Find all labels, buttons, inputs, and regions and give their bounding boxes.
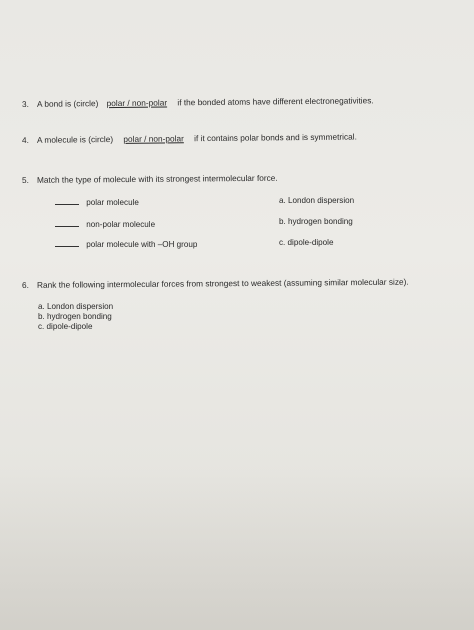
rank-option: c. dipole-dipole — [38, 322, 93, 331]
match-item: polar molecule — [55, 197, 139, 208]
question-4 — [22, 131, 357, 145]
rank-option: a. London dispersion — [38, 302, 114, 311]
match-item: non-polar molecule — [55, 219, 155, 230]
question-6-prompt: 6. Rank the following intermolecular forces from strongest to weakest (assuming similar molecular size). — [21, 276, 409, 290]
question-4-suffix: if it contains polar bonds and is symmetrical. — [194, 131, 357, 144]
answer-blank — [55, 219, 79, 227]
question-4-prefix: A molecule is (circle) — [36, 134, 114, 145]
paper-shading — [0, 460, 474, 630]
question-5-prompt: 5. Match the type of molecule with its strongest intermolecular force. — [21, 172, 278, 185]
answer-blank — [55, 239, 79, 247]
question-6-options — [38, 302, 113, 332]
question-3-choices: polar / non-polar — [106, 97, 168, 109]
question-4-choices: polar / non-polar — [123, 133, 184, 144]
rank-option: b. hydrogen bonding — [38, 312, 112, 321]
question-3 — [22, 95, 374, 109]
match-option: a. London dispersion — [279, 196, 355, 205]
match-option: b. hydrogen bonding — [279, 217, 353, 226]
match-option: c. dipole-dipole — [279, 238, 334, 247]
question-number: 5. — [21, 174, 29, 185]
question-3-prefix: A bond is (circle) — [36, 98, 99, 109]
question-number: 6. — [21, 279, 29, 290]
answer-blank — [55, 197, 79, 205]
match-item: polar molecule with –OH group — [55, 239, 197, 250]
question-number: 4. — [21, 134, 29, 145]
question-number: 3. — [21, 98, 29, 109]
question-3-suffix: if the bonded atoms have different electronegativities. — [177, 95, 374, 108]
